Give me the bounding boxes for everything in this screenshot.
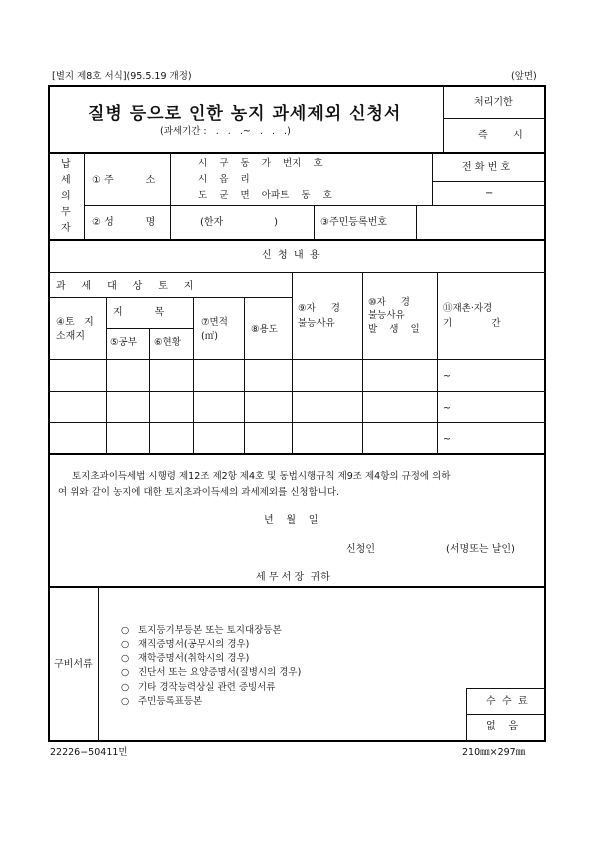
date-label-2: 불능사유 — [368, 310, 405, 321]
reason-label-1: ⑨자 경 — [298, 303, 340, 314]
frame-right — [544, 85, 546, 742]
address-line-1[interactable]: 시 구 동 가 번지 호 — [198, 158, 323, 169]
section-title: 신 청 내 용 — [262, 250, 320, 261]
document-bullet-4: ○ — [121, 667, 130, 678]
fee-top-line — [466, 688, 545, 689]
col-use-right — [292, 272, 293, 454]
address-label: ① 주 소 — [92, 175, 156, 186]
phone-mid-line — [432, 181, 545, 182]
form-number: 22226−50411민 — [50, 747, 128, 758]
application-date[interactable]: 년 월 일 — [264, 515, 319, 526]
statement-line-1: 토지초과이득세법 시행령 제12조 제2항 제4호 및 동법시행규칙 제9조 제4항의 규정에 의하 — [72, 471, 451, 482]
documents-label: 구비서류 — [54, 659, 93, 670]
col-location-right — [106, 297, 107, 454]
document-bullet-2: ○ — [121, 639, 130, 650]
frame-bottom — [48, 740, 546, 742]
col-date-right — [437, 272, 438, 454]
fee-mid-line — [466, 714, 545, 715]
phone-value[interactable]: − — [485, 188, 494, 199]
phone-divider — [432, 153, 433, 205]
col-reason-right — [362, 272, 363, 454]
taxpayer-label-5: 자 — [61, 223, 71, 234]
date-label-1: ⑩자 경 — [368, 297, 410, 308]
resident-id-label: ③주민등록번호 — [320, 217, 387, 228]
section-title-bottom-line — [48, 272, 546, 273]
statement-line-2: 여 위와 같이 농지에 대한 토지초과이득세의 과세제외를 신청합니다. — [58, 487, 340, 498]
official-label: ⑤공부 — [110, 337, 137, 348]
location-label-2: 소재지 — [56, 331, 85, 342]
frame-top — [48, 85, 546, 87]
paper-size: 210㎜×297㎜ — [462, 747, 526, 758]
row2-bottom-line — [48, 422, 546, 423]
table-row-2-period[interactable]: ~ — [443, 403, 451, 414]
page-side-label: (앞면) — [511, 71, 537, 82]
reason-label-2: 불능사유 — [298, 318, 335, 329]
resume-label-2: 기 간 — [443, 318, 501, 329]
area-label-1: ⑦면적 — [201, 317, 228, 328]
deadline-label: 처리기한 — [474, 97, 513, 108]
document-bullet-6: ○ — [121, 696, 130, 707]
document-item-2: 재직증명서(공무시의 경우) — [138, 639, 250, 650]
taxpayer-bottom-line — [48, 239, 546, 241]
hanja-field[interactable]: (한자 ) — [200, 217, 278, 228]
hanja-divider — [314, 205, 315, 240]
deadline-mid-line — [443, 118, 545, 119]
land-header: 과 세 대 상 토 지 — [56, 281, 194, 292]
document-bullet-1: ○ — [121, 625, 130, 636]
taxpayer-label-4: 무 — [61, 207, 71, 218]
taxpayer-label-divider — [84, 153, 85, 240]
use-label: ⑧용도 — [251, 324, 278, 335]
row1-bottom-line — [48, 391, 546, 392]
document-item-4: 진단서 또는 요양증명서(질병시의 경우) — [138, 667, 302, 678]
id-label-divider — [416, 205, 417, 240]
taxpayer-label-2: 세 — [61, 175, 71, 186]
date-label-3: 발 생 일 — [368, 324, 420, 335]
applicant-label: 신청인 — [346, 544, 375, 555]
address-line-2[interactable]: 시 읍 리 — [198, 174, 250, 185]
phone-label: 전 화 번 호 — [462, 162, 511, 173]
address-label-divider — [170, 153, 171, 205]
statement-bottom-line — [48, 586, 546, 588]
fee-label: 수 수 료 — [486, 696, 528, 707]
jimok-label: 지 목 — [113, 307, 165, 318]
document-bullet-3: ○ — [121, 653, 130, 664]
frame-left — [48, 85, 50, 742]
current-label: ⑥현황 — [154, 337, 181, 348]
addressee: 세 무 서 장 귀하 — [256, 572, 330, 583]
col-area-right — [244, 297, 245, 454]
name-label-divider — [170, 205, 171, 240]
document-bullet-5: ○ — [121, 682, 130, 693]
document-item-5: 기타 경작능력상실 관련 증빙서류 — [138, 682, 276, 693]
deadline-value: 즉 시 — [478, 130, 523, 141]
document-item-1: 토지등기부등본 또는 토지대장등본 — [138, 625, 282, 636]
col-jimok-right — [193, 297, 194, 454]
address-line-3[interactable]: 도 군 면 아파트 동 호 — [198, 190, 332, 201]
form-title: 질병 등으로 인한 농지 과세제외 신청서 — [88, 104, 402, 124]
resume-label-1: ⑪재촌·자경 — [443, 303, 493, 314]
title-bottom-line — [48, 152, 546, 154]
header-bottom-line — [48, 359, 546, 360]
documents-label-divider — [98, 587, 99, 741]
tax-period: (과세기간 : . . .~ . . .) — [160, 126, 291, 137]
document-item-6: 주민등록표등본 — [138, 696, 203, 707]
document-item-3: 재학증명서(취학시의 경우) — [138, 653, 250, 664]
fee-value: 없 음 — [486, 721, 519, 732]
name-label: ② 성 명 — [92, 217, 156, 228]
table-bottom-line — [48, 453, 546, 455]
form-code: [별지 제8호 서식](95.5.19 개정) — [52, 71, 192, 82]
taxpayer-label-1: 납 — [61, 159, 71, 170]
land-header-bottom-line — [48, 297, 292, 298]
deadline-divider — [443, 85, 444, 153]
signature-label: (서명또는 날인) — [446, 544, 515, 555]
table-row-1-period[interactable]: ~ — [443, 371, 451, 382]
taxpayer-label-3: 의 — [61, 191, 71, 202]
area-label-2: (㎡) — [201, 331, 218, 342]
location-label-1: ④토 지 — [56, 317, 94, 328]
table-row-3-period[interactable]: ~ — [443, 434, 451, 445]
